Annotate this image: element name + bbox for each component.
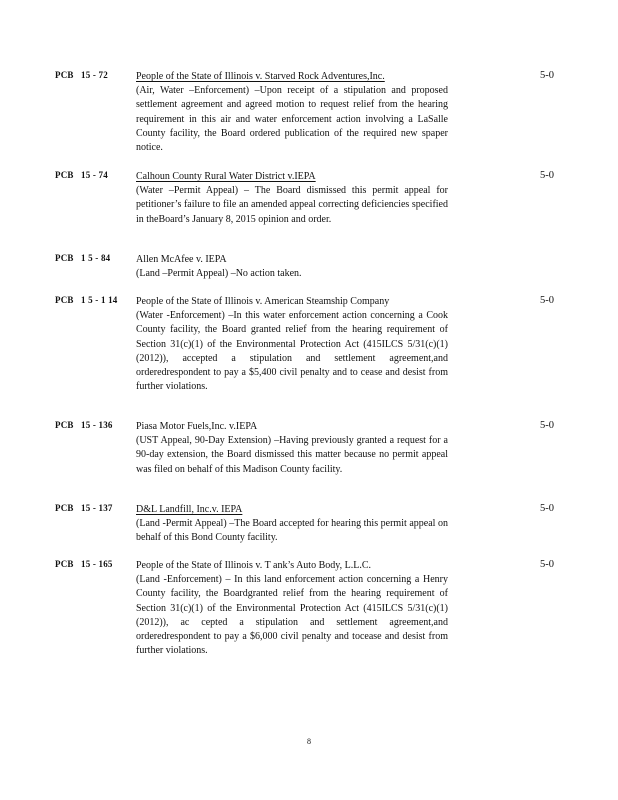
case-description: (Water -Enforcement) –In this water enforcement action concerning a Cook County facility, the Board granted relief from the hearing requirement of Section 31(c)(1) of the Environmental Protection Act (415ILCS 5/31(c)(1) (2012)), accepted a stipulation and settlement agreement,and orderedrespondent to pay a $5,400 civil penalty and to cease and desist from further violations.: [136, 310, 448, 393]
case-title: D&L Landfill, Inc.v. IEPA: [136, 504, 243, 515]
case-prefix: PCB: [55, 559, 74, 569]
case-number: [55, 170, 108, 180]
case-description: (UST Appeal, 90-Day Extension) –Having previously granted a request for a 90-day extension, the Board dismissed this matter because no permit appeal was filed on behalf of this Madison County facility.: [136, 435, 448, 475]
vote-count: 5-0: [540, 70, 554, 81]
case-body: [136, 420, 448, 477]
case-prefix: PCB: [55, 253, 74, 263]
case-prefix: PCB: [55, 70, 74, 80]
case-prefix: PCB: [55, 503, 74, 513]
case-title: Piasa Motor Fuels,Inc. v.IEPA: [136, 421, 258, 432]
case-docket: 15 - 74: [81, 170, 108, 180]
case-docket: 15 - 137: [81, 503, 113, 513]
case-title: People of the State of Illinois v. T ank’s Auto Body, L.L.C.: [136, 560, 371, 571]
case-body: [136, 503, 448, 546]
case-body: [136, 70, 448, 155]
case-docket: 15 - 165: [81, 559, 113, 569]
case-number: [55, 295, 118, 305]
page-number: 8: [307, 737, 311, 746]
case-number: [55, 559, 113, 569]
vote-count: 5-0: [540, 295, 554, 306]
vote-count: 5-0: [540, 503, 554, 514]
case-number: [55, 503, 113, 513]
case-prefix: PCB: [55, 170, 74, 180]
case-title: Calhoun County Rural Water District v.IEPA: [136, 171, 316, 182]
case-docket: 1 5 - 84: [81, 253, 111, 263]
case-description: (Water –Permit Appeal) – The Board dismissed this permit appeal for petitioner’s failure to file an amended appeal correcting deficiencies specified in theBoard’s January 8, 2015 opinion and order.: [136, 185, 448, 225]
case-prefix: PCB: [55, 295, 74, 305]
case-description: (Land -Enforcement) – In this land enforcement action concerning a Henry County facility, the Boardgranted relief from the hearing requirement of Section 31(c)(1) of the Environmental Protection Act (415ILCS 5/31(c)(1) (2012)), ac cepted a stipulation and settlement agreement,and orderedrespondent to pay a $6,000 civil penalty and tocease and desist from further violations.: [136, 574, 448, 657]
case-body: [136, 170, 448, 227]
case-docket: 15 - 72: [81, 70, 108, 80]
case-number: [55, 70, 108, 80]
vote-count: 5-0: [540, 170, 554, 181]
vote-count: 5-0: [540, 420, 554, 431]
case-docket: 1 5 - 1 14: [81, 295, 118, 305]
case-title: Allen McAfee v. IEPA: [136, 254, 227, 265]
case-title: People of the State of Illinois v. American Steamship Company: [136, 296, 390, 307]
case-body: [136, 295, 448, 394]
case-body: [136, 253, 448, 281]
vote-count: 5-0: [540, 559, 554, 570]
case-number: [55, 420, 113, 430]
case-docket: 15 - 136: [81, 420, 113, 430]
case-description: (Air, Water –Enforcement) –Upon receipt of a stipulation and proposed settlement agreement and agreed motion to request relief from the hearing requirement in this air and water enforcement action involving a LaSalle County facility, the Board ordered publication of the required new spaper notice.: [136, 85, 448, 154]
case-body: [136, 559, 448, 658]
case-title: People of the State of Illinois v. Starved Rock Adventures,Inc.: [136, 71, 385, 82]
case-prefix: PCB: [55, 420, 74, 430]
case-description: (Land -Permit Appeal) –The Board accepted for hearing this permit appeal on behalf of this Bond County facility.: [136, 518, 448, 544]
case-number: [55, 253, 110, 263]
case-description: (Land –Permit Appeal) –No action taken.: [136, 268, 302, 280]
